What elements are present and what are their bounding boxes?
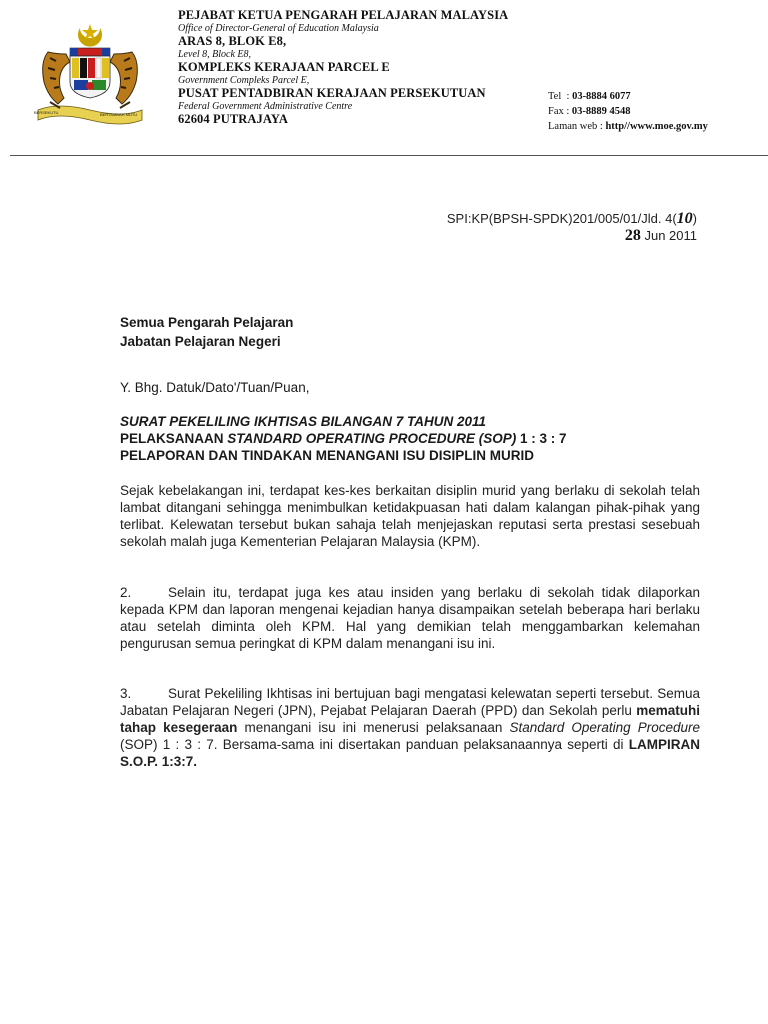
reference-number bbox=[447, 210, 697, 227]
reference-code-end: ) bbox=[692, 211, 697, 226]
fax-value: 03-8889 4548 bbox=[571, 106, 631, 117]
paragraph-2 bbox=[120, 584, 700, 652]
recipient-line-1: Semua Pengarah Pelajaran bbox=[120, 315, 294, 330]
address-level-en: Level 8, Block E8, bbox=[178, 49, 252, 60]
subject-line-2-c: 1 : 3 : 7 bbox=[516, 431, 567, 446]
paragraph-3-sop-term: Standard Operating Procedure bbox=[509, 720, 700, 735]
crest-motto-left: BERSEKUTU bbox=[34, 110, 59, 115]
tel-label: Tel bbox=[548, 91, 562, 102]
address-centre-en: Federal Government Administrative Centre bbox=[178, 101, 353, 112]
contact-info bbox=[548, 89, 708, 134]
paragraph-3-emphasis: mematuhi tahap kesegeraan bbox=[120, 703, 700, 735]
reference-handwritten-number: 10 bbox=[676, 210, 693, 227]
letterhead-divider bbox=[10, 155, 768, 156]
address-centre: PUSAT PENTADBIRAN KERAJAAN PERSEKUTUAN bbox=[178, 86, 486, 100]
letter-date bbox=[447, 227, 697, 244]
paragraph-3-text-c: menangani isu ini menerusi pelaksanaan bbox=[237, 720, 510, 735]
date-month-year: Jun 2011 bbox=[640, 228, 697, 243]
subject-line-3: PELAPORAN DAN TINDAKAN MENANGANI ISU DISIPLIN MURID bbox=[120, 448, 535, 463]
tel-line: Tel : 03-8884 6077 bbox=[548, 91, 631, 102]
web-line: Laman web : http//www.moe.gov.my bbox=[548, 121, 708, 132]
address-complex: KOMPLEKS KERAJAAN PARCEL E bbox=[178, 60, 390, 74]
crest-motto-right: BERTAMBAH MUTU bbox=[100, 112, 138, 117]
tel-value: 03-8884 6077 bbox=[572, 91, 631, 102]
office-address bbox=[178, 8, 508, 127]
subject-heading bbox=[120, 413, 710, 464]
address-postcode: 62604 PUTRAJAYA bbox=[178, 112, 288, 126]
web-label: Laman web bbox=[548, 121, 598, 132]
date-day-handwritten: 28 bbox=[624, 227, 641, 244]
office-name: PEJABAT KETUA PENGARAH PELAJARAN MALAYSIA bbox=[178, 8, 509, 22]
salutation: Y. Bhg. Datuk/Dato'/Tuan/Puan, bbox=[120, 380, 310, 395]
recipient-block bbox=[120, 313, 293, 351]
paragraph-1: Sejak kebelakangan ini, terdapat kes-kes berkaitan disiplin murid yang berlaku di sekolah telah lambat ditangani sehingga menimbulkan ketidakpuasan hati dalam kalangan pihak-pihak yang terlibat. Kelewatan tersebut bukan sahaja telah menjejaskan reputasi serta prestasi sesebuah sekolah malah juga Kementerian Pelajaran Malaysia (KPM). bbox=[120, 483, 700, 549]
paragraph-3-appendix-ref: LAMPIRAN S.O.P. 1:3:7. bbox=[120, 737, 700, 769]
subject-line-2 bbox=[120, 430, 710, 447]
paragraph-2-text: Selain itu, terdapat juga kes atau insiden yang berlaku di sekolah tidak dilaporkan kepada KPM dan laporan mengenai kejadian hanya disampaikan setelah beberapa hari berlaku atau setelah diminta oleh KPM. Hal yang demikian telah menggambarkan kelemahan pengurusan semua peringkat di KPM dalam menangani isu ini. bbox=[120, 585, 700, 651]
malaysia-coat-of-arms-icon bbox=[30, 22, 150, 132]
paragraph-2-number: 2. bbox=[120, 585, 132, 600]
fax-label: Fax bbox=[548, 106, 564, 117]
subject-line-2-a: PELAKSANAAN bbox=[120, 431, 228, 446]
subject-line-1: SURAT PEKELILING IKHTISAS BILANGAN 7 TAHUN 2011 bbox=[120, 414, 487, 429]
office-name-en: Office of Director-General of Education Malaysia bbox=[178, 23, 379, 34]
address-complex-en: Government Compleks Parcel E, bbox=[178, 75, 310, 86]
letterhead bbox=[0, 0, 768, 156]
paragraph-3-text-a: Surat Pekeliling Ikhtisas ini bertujuan bagi mengatasi kelewatan seperti tersebut. Semua Jabatan Pelajaran Negeri (JPN), Pejabat Pelajaran Daerah (PPD) dan Sekolah perlu bbox=[120, 686, 700, 718]
web-value[interactable]: http//www.moe.gov.my bbox=[605, 121, 708, 132]
paragraph-3 bbox=[120, 685, 700, 770]
reference-code: SPI:KP(BPSH-SPDK)201/005/01/Jld. 4( bbox=[446, 211, 677, 226]
address-level: ARAS 8, BLOK E8, bbox=[178, 34, 287, 48]
fax-line: Fax : 03-8889 4548 bbox=[548, 106, 631, 117]
recipient-line-2: Jabatan Pelajaran Negeri bbox=[120, 334, 281, 349]
paragraph-3-number: 3. bbox=[120, 686, 132, 701]
reference-block bbox=[447, 210, 697, 244]
paragraph-3-text-e: (SOP) 1 : 3 : 7. Bersama-sama ini disertakan panduan pelaksanaannya seperti di bbox=[120, 737, 629, 752]
subject-line-2-b: STANDARD OPERATING PROCEDURE (SOP) bbox=[227, 431, 517, 446]
